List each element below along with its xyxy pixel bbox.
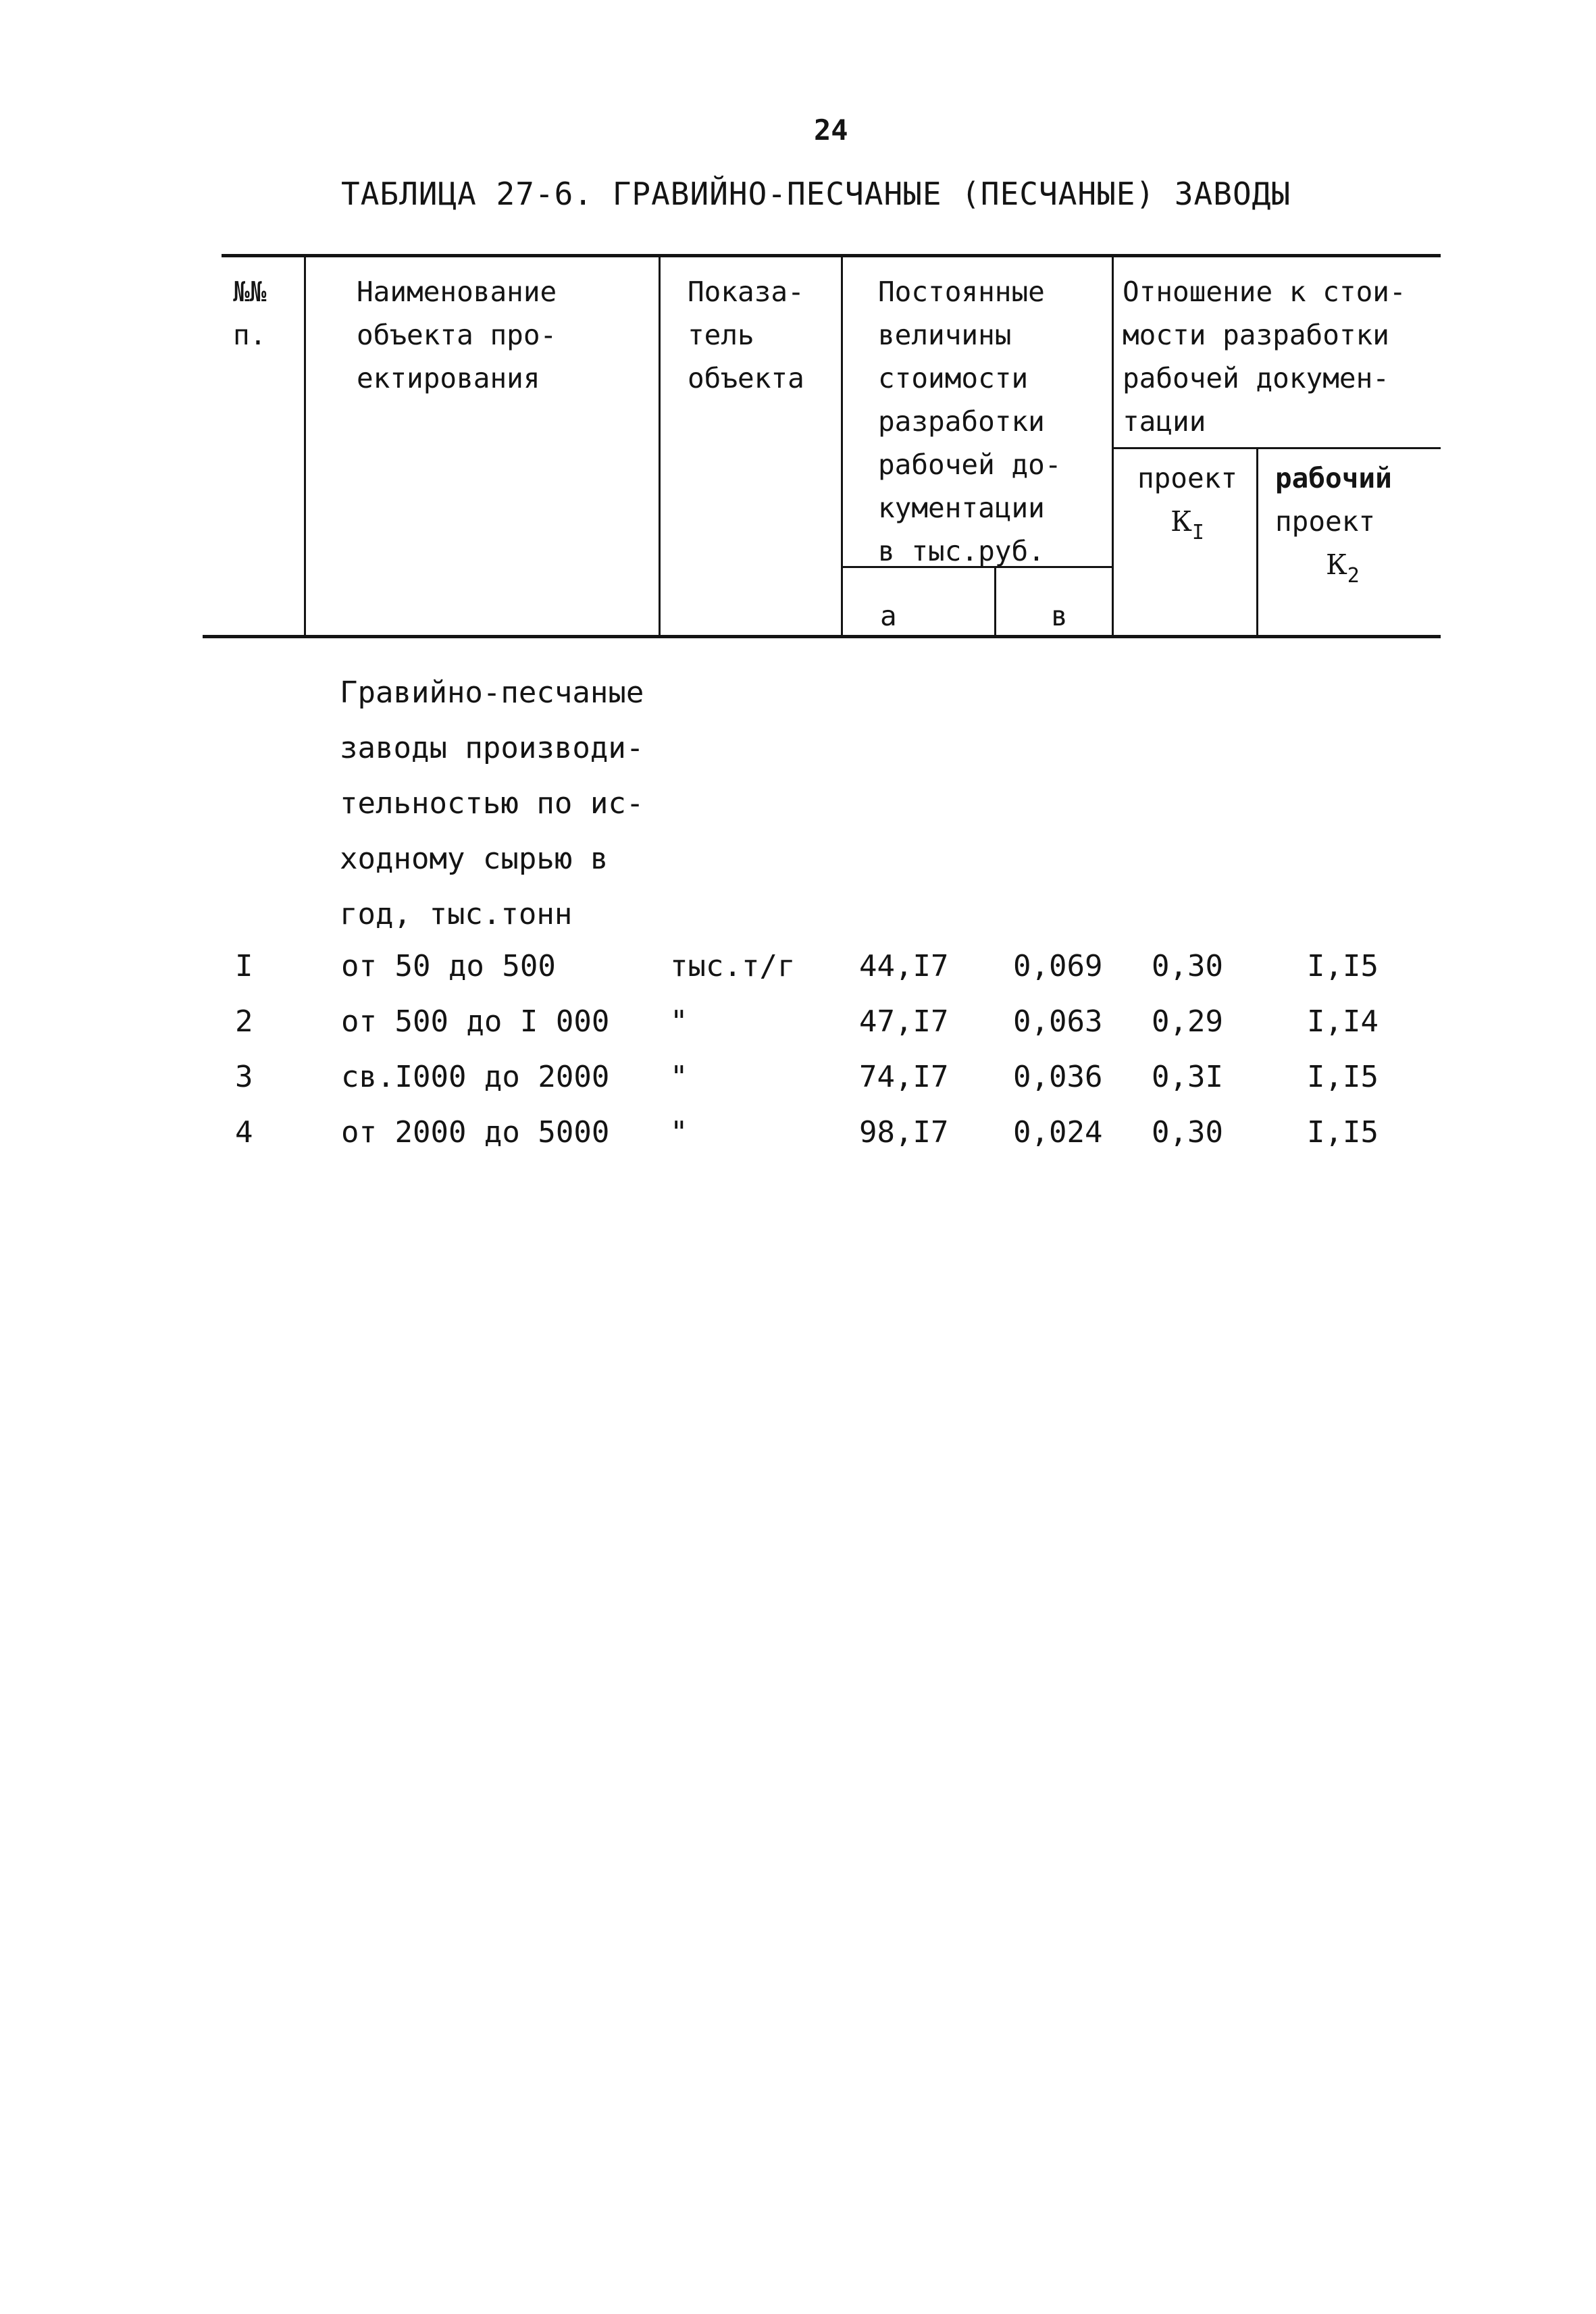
header-subrule-ratio: [1113, 447, 1441, 449]
table-header-bottom-rule: [203, 635, 1441, 638]
row-name: от 500 до I 000: [341, 1004, 610, 1039]
row-indicator: ": [670, 1115, 688, 1150]
row-k2: I,I5: [1307, 1115, 1379, 1150]
row-value-b: 0,063: [1013, 1004, 1103, 1039]
row-k1: 0,29: [1152, 1004, 1223, 1039]
col-divider-6: [1256, 448, 1258, 637]
row-indicator: тыс.т/г: [670, 949, 796, 983]
header-k1: проект $К_I$: [1137, 462, 1238, 544]
row-num: I: [235, 949, 253, 983]
row-value-b: 0,069: [1013, 949, 1103, 983]
row-value-a: 98,I7: [859, 1115, 949, 1150]
row-indicator: ": [670, 1060, 688, 1094]
group-title: Гравийно-песчаные заводы производи- тельностью по ис- ходному сырью в год, тыс.тонн: [340, 675, 644, 931]
col-divider-1: [304, 255, 306, 637]
header-ratio: Отношение к стои- мости разработки рабочей докумен- тации: [1123, 276, 1406, 438]
row-name: от 2000 до 5000: [341, 1115, 610, 1150]
row-value-b: 0,036: [1013, 1060, 1103, 1094]
row-k2: I,I5: [1307, 1060, 1379, 1094]
row-k1: 0,3I: [1152, 1060, 1223, 1094]
row-value-a: 47,I7: [859, 1004, 949, 1039]
col-divider-3: [841, 255, 843, 637]
header-indicator: Показа- тель объекта: [688, 276, 804, 394]
row-value-a: 74,I7: [859, 1060, 949, 1094]
col-divider-2: [659, 255, 661, 637]
row-k1: 0,30: [1152, 1115, 1223, 1150]
page-number: 24: [814, 113, 848, 147]
col-divider-4: [994, 566, 996, 637]
row-value-b: 0,024: [1013, 1115, 1103, 1150]
row-name: от 50 до 500: [341, 949, 556, 983]
header-col-a: а: [880, 600, 897, 632]
header-num: №№ п.: [233, 276, 267, 351]
header-constants: Постоянные величины стоимости разработки рабочей до- кументации в тыс.руб.: [878, 276, 1062, 567]
row-num: 2: [235, 1004, 253, 1039]
table-top-rule: [222, 254, 1441, 257]
row-k2: I,I4: [1307, 1004, 1379, 1039]
row-indicator: ": [670, 1004, 688, 1039]
row-num: 4: [235, 1115, 253, 1150]
table-title: ТАБЛИЦА 27-6. ГРАВИЙНО-ПЕСЧАНЫЕ (ПЕСЧАНЫЕ) ЗАВОДЫ: [341, 176, 1291, 212]
row-k1: 0,30: [1152, 949, 1223, 983]
header-name: Наименование объекта про- ектирования: [357, 276, 557, 394]
header-k2: рабочий проект $К_2$: [1275, 462, 1392, 588]
row-name: св.I000 до 2000: [341, 1060, 610, 1094]
row-value-a: 44,I7: [859, 949, 949, 983]
header-col-b: в: [1051, 600, 1068, 632]
row-num: 3: [235, 1060, 253, 1094]
row-k2: I,I5: [1307, 949, 1379, 983]
col-divider-5: [1112, 255, 1114, 637]
